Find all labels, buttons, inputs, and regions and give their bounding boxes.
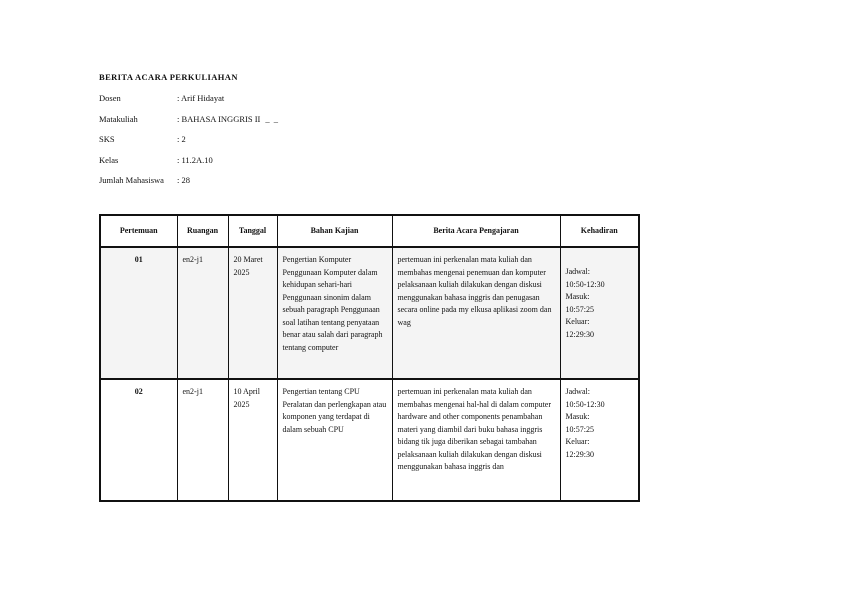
cell-berita-acara: pertemuan ini perkenalan mata kuliah dan membahas mengenai hal-hal di dalam computer hardware and other components penambahan materi yang diambil dari buku bahasa inggris bidang tik juga diberikan sebagai tambahan pelaksanaan kuliah dilakukan dengan diskusi menggunakan bahasa inggris dan: [392, 379, 560, 501]
cell-berita-acara: pertemuan ini perkenalan mata kuliah dan membahas mengenai penemuan dan komputer pelaksanaan kuliah dilakukan dengan diskusi menggunakan bahasa inggris dan penugasan secara online pada my elkusa aplikasi zoom dan wag: [392, 247, 560, 379]
jadwal-value: 10:50-12:30: [565, 399, 605, 409]
info-sks: [99, 134, 186, 144]
cell-tanggal: 20 Maret 2025: [228, 247, 277, 379]
cell-tanggal: 10 April 2025: [228, 379, 277, 501]
table-row: [100, 379, 639, 501]
cell-pertemuan: 01: [100, 247, 177, 379]
sks-value: : 2: [177, 134, 186, 144]
masuk-label: Masuk:: [565, 412, 590, 421]
keluar-value: 12:29:30: [565, 449, 594, 459]
berita-acara-table: [99, 214, 640, 502]
jadwal-label: Jadwal:: [565, 387, 590, 396]
kelas-label: Kelas: [99, 155, 119, 165]
jumlah-label: Jumlah Mahasiswa: [99, 175, 164, 185]
dosen-label: Dosen: [99, 93, 121, 103]
cell-kehadiran: [560, 379, 639, 501]
header-tanggal: Tanggal: [228, 215, 277, 247]
info-matakuliah: [99, 114, 279, 124]
table-row: [100, 247, 639, 379]
matakuliah-mark: _ _: [265, 114, 279, 124]
info-kelas: [99, 155, 213, 165]
table-header-row: [100, 215, 639, 247]
header-bahan-kajian: Bahan Kajian: [277, 215, 392, 247]
keluar-label: Keluar:: [565, 437, 590, 446]
cell-bahan-kajian: Pengertian tentang CPU Peralatan dan perlengkapan atau komponen yang terdapat di dalam sebuah CPU: [277, 379, 392, 501]
jumlah-value: : 28: [177, 175, 190, 185]
matakuliah-value: : BAHASA INGGRIS II: [177, 114, 261, 124]
jadwal-label: Jadwal:: [565, 267, 590, 276]
info-dosen: [99, 93, 224, 103]
kelas-value: : 11.2A.10: [177, 155, 213, 165]
sks-label: SKS: [99, 134, 115, 144]
keluar-value: 12:29:30: [565, 329, 594, 339]
cell-pertemuan: 02: [100, 379, 177, 501]
info-jumlah: [99, 175, 190, 185]
matakuliah-label: Matakuliah: [99, 114, 138, 124]
jadwal-value: 10:50-12:30: [565, 279, 605, 289]
cell-kehadiran: [560, 247, 639, 379]
keluar-label: Keluar:: [565, 317, 590, 326]
header-ruangan: Ruangan: [177, 215, 228, 247]
masuk-value: 10:57:25: [565, 304, 594, 314]
header-berita-acara: Berita Acara Pengajaran: [392, 215, 560, 247]
cell-ruangan: en2-j1: [177, 379, 228, 501]
masuk-value: 10:57:25: [565, 424, 594, 434]
page-title: BERITA ACARA PERKULIAHAN: [99, 72, 238, 82]
masuk-label: Masuk:: [565, 292, 590, 301]
header-kehadiran: Kehadiran: [560, 215, 639, 247]
cell-bahan-kajian: Pengertian Komputer Penggunaan Komputer dalam kehidupan sehari-hari Penggunaan sinonim dalam sebuah paragraph Penggunaan soal latihan tentang penyataan benar atau salah dari paragraph tentang computer: [277, 247, 392, 379]
dosen-value: : Arif Hidayat: [177, 93, 225, 103]
header-pertemuan: Pertemuan: [100, 215, 177, 247]
cell-ruangan: en2-j1: [177, 247, 228, 379]
